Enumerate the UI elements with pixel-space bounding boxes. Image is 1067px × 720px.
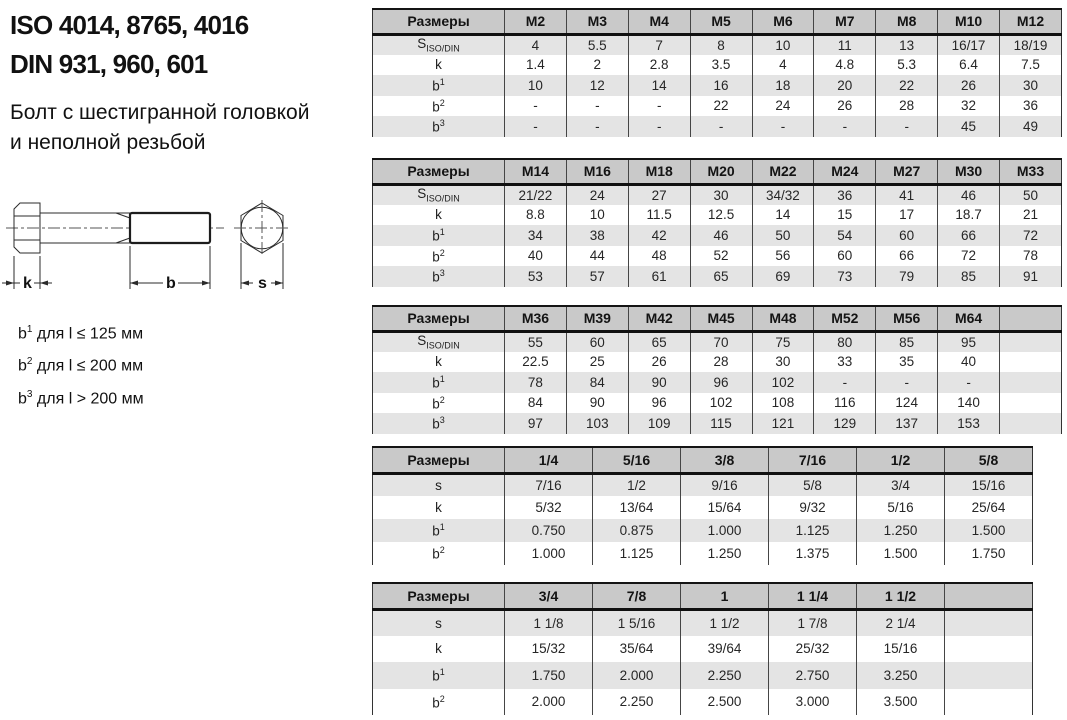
table-header-sizes: Размеры xyxy=(373,447,505,473)
table-cell: 52 xyxy=(690,246,752,267)
table-cell: 1.125 xyxy=(593,542,681,565)
table-cell: 7/16 xyxy=(505,473,593,496)
table-cell: 116 xyxy=(814,393,876,414)
note-line: $b^2$ для l ≤ 200 мм xyxy=(18,356,144,375)
table-cell xyxy=(1000,352,1062,373)
table-cell: 57 xyxy=(566,266,628,287)
table-cell: - xyxy=(628,96,690,117)
column-header: M27 xyxy=(876,159,938,184)
table-cell: 33 xyxy=(814,352,876,373)
table-cell: 27 xyxy=(628,184,690,205)
table-cell: 124 xyxy=(876,393,938,414)
table-cell: 16 xyxy=(690,75,752,96)
table-cell: 0.875 xyxy=(593,519,681,542)
column-header: M36 xyxy=(505,306,567,331)
table-cell: 10 xyxy=(752,34,814,55)
column-header: M6 xyxy=(752,9,814,34)
title-iso: ISO 4014, 8765, 4016 xyxy=(10,10,249,40)
table-cell: 9/16 xyxy=(681,473,769,496)
table-row xyxy=(373,413,1062,434)
table-row xyxy=(373,116,1062,137)
table-header-sizes: Размеры xyxy=(373,583,505,609)
table-cell: 65 xyxy=(628,331,690,352)
table-cell: 15/32 xyxy=(505,636,593,663)
column-header: M22 xyxy=(752,159,814,184)
column-header: 1 xyxy=(681,583,769,609)
table-cell: 2.8 xyxy=(628,55,690,76)
column-header: M30 xyxy=(938,159,1000,184)
table-cell: 1.250 xyxy=(681,542,769,565)
column-header: M20 xyxy=(690,159,752,184)
table-row xyxy=(373,205,1062,226)
row-label: $b^2$ xyxy=(373,96,505,117)
table-cell xyxy=(1000,413,1062,434)
table-row xyxy=(373,662,1033,689)
table-row xyxy=(373,689,1033,716)
column-header: M64 xyxy=(938,306,1000,331)
table-cell: 75 xyxy=(752,331,814,352)
column-header: M3 xyxy=(566,9,628,34)
table-cell: 40 xyxy=(938,352,1000,373)
table-cell: 15/16 xyxy=(857,636,945,663)
spec-table xyxy=(372,582,1033,715)
table-cell: 1 7/8 xyxy=(769,609,857,636)
column-header: 1/4 xyxy=(505,447,593,473)
table-cell: 26 xyxy=(814,96,876,117)
table-cell: 35 xyxy=(876,352,938,373)
table-cell: - xyxy=(938,372,1000,393)
table-cell: 8 xyxy=(690,34,752,55)
table-row xyxy=(373,225,1062,246)
table-cell: 2.000 xyxy=(593,662,681,689)
table-cell: 24 xyxy=(566,184,628,205)
table-header-sizes: Размеры xyxy=(373,9,505,34)
column-header: 3/8 xyxy=(681,447,769,473)
table-row xyxy=(373,34,1062,55)
column-header: M24 xyxy=(814,159,876,184)
table-cell: 95 xyxy=(938,331,1000,352)
table-cell: 46 xyxy=(690,225,752,246)
column-header: M33 xyxy=(1000,159,1062,184)
row-label: k xyxy=(373,352,505,373)
table-cell: 9/32 xyxy=(769,496,857,519)
table-cell: 97 xyxy=(505,413,567,434)
table-cell: 2 1/4 xyxy=(857,609,945,636)
table-cell: 30 xyxy=(690,184,752,205)
table-cell: 22.5 xyxy=(505,352,567,373)
table-cell: 66 xyxy=(938,225,1000,246)
table-cell: 65 xyxy=(690,266,752,287)
row-label: $b^1$ xyxy=(373,75,505,96)
tables-panel xyxy=(372,0,1067,715)
table-cell: 5.5 xyxy=(566,34,628,55)
table-cell: 28 xyxy=(690,352,752,373)
table-cell: 4 xyxy=(505,34,567,55)
table-cell: 103 xyxy=(566,413,628,434)
column-header: 1 1/4 xyxy=(769,583,857,609)
table-cell: 11.5 xyxy=(628,205,690,226)
column-header: 7/8 xyxy=(593,583,681,609)
table-cell: 60 xyxy=(814,246,876,267)
table-cell: 21 xyxy=(1000,205,1062,226)
table-row xyxy=(373,55,1062,76)
row-label: $b^1$ xyxy=(373,225,505,246)
table-cell: 48 xyxy=(628,246,690,267)
table-cell: 80 xyxy=(814,331,876,352)
table-cell: - xyxy=(752,116,814,137)
row-label: k xyxy=(373,55,505,76)
table-cell: 14 xyxy=(628,75,690,96)
table-cell: 1.750 xyxy=(505,662,593,689)
table-cell: 15 xyxy=(814,205,876,226)
table-cell: 36 xyxy=(814,184,876,205)
row-label: $b^3$ xyxy=(373,266,505,287)
table-cell: 0.750 xyxy=(505,519,593,542)
table-cell: 3.500 xyxy=(857,689,945,716)
table-cell: 90 xyxy=(628,372,690,393)
table-cell: 1.125 xyxy=(769,519,857,542)
row-label: $b^3$ xyxy=(373,116,505,137)
table-cell: 30 xyxy=(1000,75,1062,96)
row-label: $b^3$ xyxy=(373,413,505,434)
table-cell: 5.3 xyxy=(876,55,938,76)
table-cell: 21/22 xyxy=(505,184,567,205)
table-cell xyxy=(1000,331,1062,352)
table-cell: 18.7 xyxy=(938,205,1000,226)
table-cell: 2.000 xyxy=(505,689,593,716)
table-cell xyxy=(945,689,1033,716)
table-cell: 55 xyxy=(505,331,567,352)
table-cell: 84 xyxy=(566,372,628,393)
table-row xyxy=(373,331,1062,352)
table-cell: 108 xyxy=(752,393,814,414)
dim-label-s: s xyxy=(258,275,267,292)
table-cell: 84 xyxy=(505,393,567,414)
column-header: M7 xyxy=(814,9,876,34)
column-header: 1 1/2 xyxy=(857,583,945,609)
table-row xyxy=(373,473,1033,496)
row-label: $b^2$ xyxy=(373,393,505,414)
table-row xyxy=(373,636,1033,663)
table-cell: 1 1/2 xyxy=(681,609,769,636)
row-label: $b^2$ xyxy=(373,542,505,565)
table-cell: 1.750 xyxy=(945,542,1033,565)
table-cell: 4.8 xyxy=(814,55,876,76)
table-cell: 11 xyxy=(814,34,876,55)
table-cell: 79 xyxy=(876,266,938,287)
column-header: M10 xyxy=(938,9,1000,34)
table-cell: 69 xyxy=(752,266,814,287)
table-row xyxy=(373,352,1062,373)
table-cell: 40 xyxy=(505,246,567,267)
row-label: s xyxy=(373,473,505,496)
table-cell: 96 xyxy=(628,393,690,414)
table-cell: 10 xyxy=(505,75,567,96)
table-cell: 1.000 xyxy=(681,519,769,542)
table-cell: 41 xyxy=(876,184,938,205)
table-cell: 5/16 xyxy=(857,496,945,519)
column-header: M5 xyxy=(690,9,752,34)
spec-table xyxy=(372,446,1033,565)
table-row xyxy=(373,609,1033,636)
table-cell: 32 xyxy=(938,96,1000,117)
column-header: M48 xyxy=(752,306,814,331)
table-cell: 4 xyxy=(752,55,814,76)
table-cell: 50 xyxy=(1000,184,1062,205)
table-row xyxy=(373,184,1062,205)
table-cell: 102 xyxy=(690,393,752,414)
column-header: M8 xyxy=(876,9,938,34)
spec-table xyxy=(372,305,1062,434)
table-cell: 25/64 xyxy=(945,496,1033,519)
table-cell: 12 xyxy=(566,75,628,96)
table-cell: 18 xyxy=(752,75,814,96)
column-header: M2 xyxy=(505,9,567,34)
table-cell: 2.250 xyxy=(593,689,681,716)
page-subtitle xyxy=(10,98,309,158)
table-cell: 72 xyxy=(1000,225,1062,246)
table-row xyxy=(373,496,1033,519)
page-title xyxy=(10,6,248,84)
table-cell: 129 xyxy=(814,413,876,434)
table-cell: - xyxy=(814,372,876,393)
table-cell: 42 xyxy=(628,225,690,246)
subtitle-line-1: Болт с шестигранной головкой xyxy=(10,101,310,124)
column-header xyxy=(1000,306,1062,331)
column-header: 5/8 xyxy=(945,447,1033,473)
table-header-sizes: Размеры xyxy=(373,159,505,184)
column-header xyxy=(945,583,1033,609)
table-cell: 1/2 xyxy=(593,473,681,496)
table-cell: 22 xyxy=(876,75,938,96)
table-cell: 153 xyxy=(938,413,1000,434)
note-line: $b^3$ для l > 200 мм xyxy=(18,388,144,407)
table-cell: 22 xyxy=(690,96,752,117)
table-cell: 30 xyxy=(752,352,814,373)
table-cell: 15/64 xyxy=(681,496,769,519)
column-header: M45 xyxy=(690,306,752,331)
row-label: $S_{ISO/DIN}$ xyxy=(373,34,505,55)
row-label: $b^1$ xyxy=(373,372,505,393)
table-cell: 39/64 xyxy=(681,636,769,663)
table-header-sizes: Размеры xyxy=(373,306,505,331)
bolt-drawing xyxy=(0,185,340,305)
table-cell: 56 xyxy=(752,246,814,267)
row-label: k xyxy=(373,636,505,663)
dim-label-k: k xyxy=(23,275,32,292)
table-cell: 1.4 xyxy=(505,55,567,76)
bolt-thread xyxy=(130,213,210,243)
table-cell: 38 xyxy=(566,225,628,246)
table-cell: 14 xyxy=(752,205,814,226)
row-label: $b^1$ xyxy=(373,519,505,542)
table-cell: 46 xyxy=(938,184,1000,205)
column-header: M56 xyxy=(876,306,938,331)
table-cell: 16/17 xyxy=(938,34,1000,55)
table-cell xyxy=(1000,393,1062,414)
table-cell: 10 xyxy=(566,205,628,226)
table-cell: 8.8 xyxy=(505,205,567,226)
table-cell: 91 xyxy=(1000,266,1062,287)
table-row xyxy=(373,393,1062,414)
row-label: k xyxy=(373,205,505,226)
table-cell: 70 xyxy=(690,331,752,352)
row-label: $S_{ISO/DIN}$ xyxy=(373,184,505,205)
title-din: DIN 931, 960, 601 xyxy=(10,49,208,79)
table-row xyxy=(373,246,1062,267)
table-cell: - xyxy=(566,116,628,137)
table-cell: 7 xyxy=(628,34,690,55)
table-cell: - xyxy=(876,372,938,393)
table-cell: 35/64 xyxy=(593,636,681,663)
table-cell: 18/19 xyxy=(1000,34,1062,55)
table-cell: 45 xyxy=(938,116,1000,137)
table-cell: 26 xyxy=(938,75,1000,96)
table-cell: 34/32 xyxy=(752,184,814,205)
column-header: M12 xyxy=(1000,9,1062,34)
table-cell: 85 xyxy=(876,331,938,352)
table-cell: 54 xyxy=(814,225,876,246)
column-header: M39 xyxy=(566,306,628,331)
table-cell: 50 xyxy=(752,225,814,246)
row-label: $S_{ISO/DIN}$ xyxy=(373,331,505,352)
column-header: M16 xyxy=(566,159,628,184)
row-label: s xyxy=(373,609,505,636)
table-cell: 3.250 xyxy=(857,662,945,689)
table-cell: 73 xyxy=(814,266,876,287)
table-cell: 72 xyxy=(938,246,1000,267)
table-cell: 102 xyxy=(752,372,814,393)
table-cell: 3/4 xyxy=(857,473,945,496)
table-cell: 26 xyxy=(628,352,690,373)
table-cell: 2 xyxy=(566,55,628,76)
table-row xyxy=(373,96,1062,117)
table-cell: 24 xyxy=(752,96,814,117)
column-header: 7/16 xyxy=(769,447,857,473)
table-cell: 96 xyxy=(690,372,752,393)
table-cell: 1.250 xyxy=(857,519,945,542)
column-header: 3/4 xyxy=(505,583,593,609)
table-cell: - xyxy=(505,116,567,137)
table-cell xyxy=(945,636,1033,663)
table-cell: 25/32 xyxy=(769,636,857,663)
table-cell: - xyxy=(566,96,628,117)
table-cell: 2.250 xyxy=(681,662,769,689)
table-cell: 6.4 xyxy=(938,55,1000,76)
table-cell: 61 xyxy=(628,266,690,287)
table-row xyxy=(373,372,1062,393)
column-header: 5/16 xyxy=(593,447,681,473)
table-cell: 1.375 xyxy=(769,542,857,565)
row-label: k xyxy=(373,496,505,519)
table-cell: 140 xyxy=(938,393,1000,414)
note-line: $b^1$ для l ≤ 125 мм xyxy=(18,324,144,343)
table-row xyxy=(373,519,1033,542)
table-row xyxy=(373,266,1062,287)
table-cell: 1.000 xyxy=(505,542,593,565)
table-cell: 137 xyxy=(876,413,938,434)
table-cell: 28 xyxy=(876,96,938,117)
table-cell: 121 xyxy=(752,413,814,434)
table-row xyxy=(373,542,1033,565)
spec-table xyxy=(372,158,1062,287)
table-cell: - xyxy=(814,116,876,137)
table-cell: 3.5 xyxy=(690,55,752,76)
table-cell: 12.5 xyxy=(690,205,752,226)
table-cell: 1 1/8 xyxy=(505,609,593,636)
table-cell: - xyxy=(876,116,938,137)
table-cell: - xyxy=(690,116,752,137)
table-cell xyxy=(945,662,1033,689)
table-cell: 60 xyxy=(566,331,628,352)
table-cell: 1.500 xyxy=(857,542,945,565)
table-cell: 13 xyxy=(876,34,938,55)
row-label: $b^1$ xyxy=(373,662,505,689)
table-cell: 1.500 xyxy=(945,519,1033,542)
column-header: M14 xyxy=(505,159,567,184)
column-header: M4 xyxy=(628,9,690,34)
table-cell: 34 xyxy=(505,225,567,246)
table-cell xyxy=(1000,372,1062,393)
table-cell: - xyxy=(505,96,567,117)
table-cell: 25 xyxy=(566,352,628,373)
table-cell: 49 xyxy=(1000,116,1062,137)
table-cell: 53 xyxy=(505,266,567,287)
table-cell: 17 xyxy=(876,205,938,226)
table-cell: 15/16 xyxy=(945,473,1033,496)
dim-label-b: b xyxy=(166,275,176,292)
thread-length-notes xyxy=(18,316,144,413)
table-cell: 85 xyxy=(938,266,1000,287)
table-cell: 90 xyxy=(566,393,628,414)
table-cell: 5/32 xyxy=(505,496,593,519)
table-cell: 109 xyxy=(628,413,690,434)
table-cell: 78 xyxy=(505,372,567,393)
column-header: 1/2 xyxy=(857,447,945,473)
table-cell: 2.500 xyxy=(681,689,769,716)
spec-table xyxy=(372,8,1062,137)
table-cell: 44 xyxy=(566,246,628,267)
table-cell: 2.750 xyxy=(769,662,857,689)
row-label: $b^2$ xyxy=(373,689,505,716)
table-cell: 78 xyxy=(1000,246,1062,267)
table-cell: 115 xyxy=(690,413,752,434)
table-cell: 5/8 xyxy=(769,473,857,496)
table-cell: 7.5 xyxy=(1000,55,1062,76)
column-header: M52 xyxy=(814,306,876,331)
table-cell: 36 xyxy=(1000,96,1062,117)
table-cell xyxy=(945,609,1033,636)
table-row xyxy=(373,75,1062,96)
table-cell: 13/64 xyxy=(593,496,681,519)
subtitle-line-2: и неполной резьбой xyxy=(10,131,206,154)
table-cell: - xyxy=(628,116,690,137)
table-cell: 20 xyxy=(814,75,876,96)
table-cell: 66 xyxy=(876,246,938,267)
table-cell: 1 5/16 xyxy=(593,609,681,636)
column-header: M42 xyxy=(628,306,690,331)
column-header: M18 xyxy=(628,159,690,184)
row-label: $b^2$ xyxy=(373,246,505,267)
table-cell: 3.000 xyxy=(769,689,857,716)
table-cell: 60 xyxy=(876,225,938,246)
